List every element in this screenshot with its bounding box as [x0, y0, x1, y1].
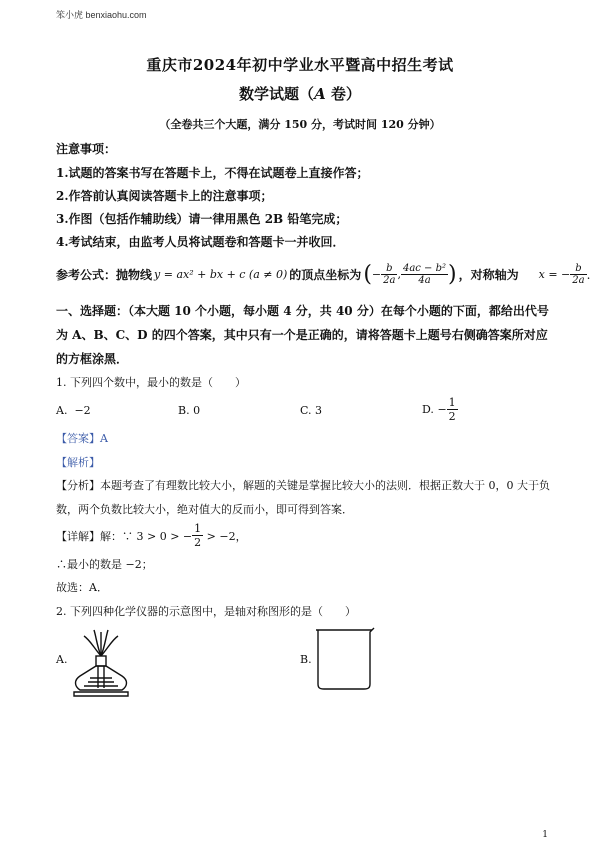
beaker-illustration [314, 626, 376, 692]
q1-option-d: D. − $\frac{1}{2}$ [422, 396, 456, 423]
vertex-x-fraction: $\frac{b}{2a}$ [383, 263, 396, 286]
q1-stem: 1. 下列四个数中，最小的数是（ ） [56, 376, 246, 389]
formula-vertex-text: 的顶点坐标为 [289, 268, 362, 282]
q1-option-c: C. 3 [300, 404, 323, 417]
alcohol-lamp-illustration [70, 626, 132, 698]
q1-option-d-fraction: $\frac{1}{2}$ [448, 396, 456, 423]
q1-answer: 【答案】A [56, 432, 108, 445]
q1-analysis-1: 【分析】本题考查了有理数比较大小，解题的关键是掌握比较大小的法则．根据正数大于 0，0 大于负 [56, 479, 550, 492]
section1-line-1: 一、选择题：（本大题 10 个小题，每小题 4 分，共 40 分）在每个小题的下面，都给出代号 [56, 304, 549, 318]
note-item-4: 4.考试结束，由监考人员将试题卷和答题卡一并收回． [56, 235, 345, 249]
exam-subtitle [0, 83, 600, 104]
formula-label: 参考公式：抛物线 [56, 268, 153, 282]
reference-formula: 参考公式：抛物线 y = ax² + bx + c (a ≠ 0) 的顶点坐标为 ( − $\frac{b}{2a}$ , $\frac{\text{4ac − b²}}{4a}$ ) ，对称轴为 x = − $\frac{b}{2a}$ . [56, 262, 591, 287]
q2-option-a-label: A. [56, 653, 68, 666]
section1-line-3: 的方框涂黑． [56, 352, 129, 366]
q1-choice: 故选：A． [56, 581, 108, 594]
subtitle-suffix: 卷） [325, 85, 361, 103]
vertex-y-fraction: $\frac{\text{4ac − b²}}{4a}$ [402, 263, 447, 286]
watermark: 笨小虎 benxiaohu.com [56, 10, 147, 20]
section1-line-2: 为 A、B、C、D 的四个答案，其中只有一个是正确的，请将答题卡上题号右侧确答案所对应 [56, 328, 548, 342]
exam-title: 重庆市2024年初中学业水平暨高中招生考试 [146, 56, 454, 74]
formula-axis-text: ，对称轴为 [458, 268, 519, 282]
subtitle-prefix: 数学试题（ [239, 85, 315, 103]
note-item-2: 2.作答前认真阅读答题卡上的注意事项； [56, 189, 273, 203]
subtitle-italic: A [314, 85, 326, 103]
q2-stem: 2. 下列四种化学仪器的示意图中，是轴对称图形的是（ ） [56, 605, 356, 618]
q1-detail: 【详解】解：∵ 3 > 0 > − $\frac{1}{2}$ > −2， [56, 522, 247, 549]
q1-analysis-2: 数，两个负数比较大小，绝对值大的反而小，即可得到答案． [56, 503, 353, 516]
notes-heading: 注意事项： [56, 142, 117, 156]
formula-end: . [586, 267, 591, 282]
note-item-1: 1.试题的答案书写在答题卡上，不得在试题卷上直接作答； [56, 166, 369, 180]
q1-conclusion: ∴最小的数是 −2； [56, 558, 153, 571]
q1-option-a: A. −2 [56, 404, 91, 417]
page-number: 1 [542, 830, 548, 840]
q2-option-b-label: B. [300, 653, 312, 666]
axis-fraction: $\frac{b}{2a}$ [572, 263, 585, 286]
q1-detail-fraction: $\frac{1}{2}$ [194, 522, 202, 549]
q1-option-b: B. 0 [178, 404, 201, 417]
exam-info: （全卷共三个大题，满分 150 分，考试时间 120 分钟） [159, 118, 441, 131]
formula-equation: y = ax² + bx + c (a ≠ 0) [154, 268, 288, 281]
q1-analysis-tag: 【解析】 [56, 456, 100, 469]
formula-axis-prefix: x = − [538, 268, 571, 281]
note-item-3: 3.作图（包括作辅助线）请一律用黑色 2B 铅笔完成； [56, 212, 348, 226]
